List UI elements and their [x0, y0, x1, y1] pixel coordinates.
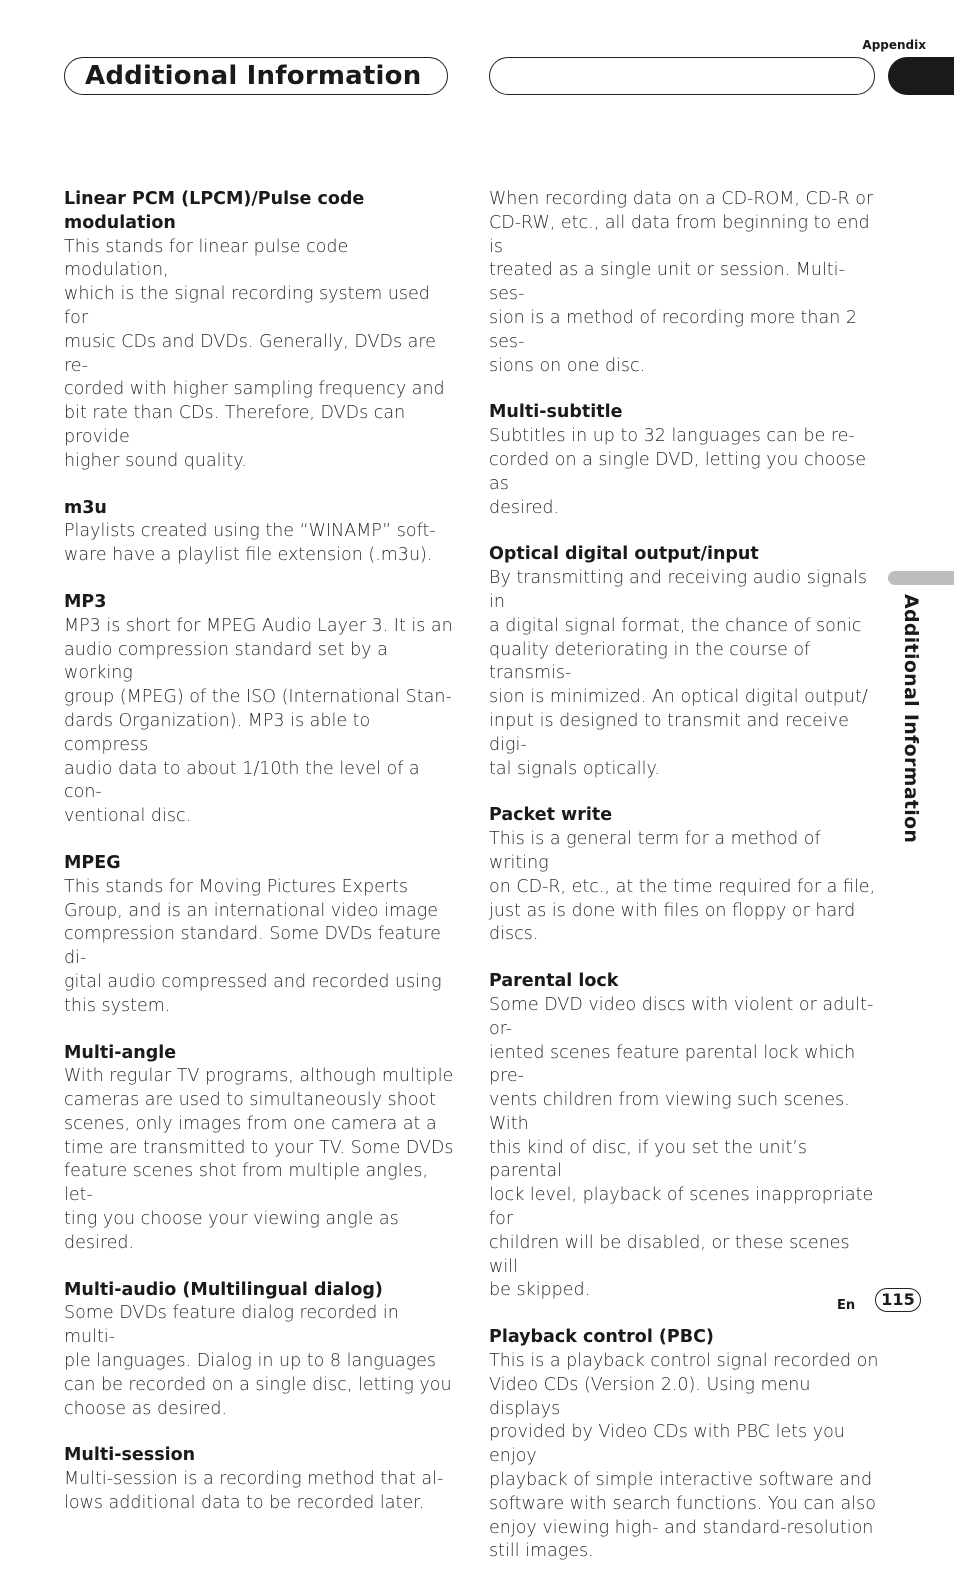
entry-term: Playback control (PBC)	[489, 1327, 714, 1348]
glossary-entry	[489, 401, 879, 520]
entry-line: This stands for linear pulse code modulation,	[64, 236, 349, 281]
entry-line: sions on one disc.	[489, 355, 646, 376]
entry-line: audio compression standard set by a working	[64, 639, 388, 684]
entry-line: playback of simple interactive software and	[489, 1470, 873, 1491]
entry-line: ting you choose your viewing angle as desired.	[64, 1209, 399, 1253]
entry-line: group (MPEG) of the ISO (International Stan-	[64, 687, 452, 708]
appendix-label: Appendix	[862, 38, 926, 52]
entry-line: cameras are used to simultaneously shoot	[64, 1090, 437, 1111]
entry-term: Multi-audio (Multilingual dialog)	[64, 1279, 383, 1300]
entry-term: Linear PCM (LPCM)/Pulse code modulation	[64, 189, 365, 233]
entry-term: Parental lock	[489, 971, 619, 992]
entry-line: Video CDs (Version 2.0). Using menu displays	[489, 1374, 811, 1419]
header-black-tab	[888, 57, 954, 95]
glossary-entry-continued	[489, 188, 879, 378]
entry-line: bit rate than CDs. Therefore, DVDs can provide	[64, 403, 406, 447]
side-section-label: Additional Information	[900, 594, 922, 844]
entry-term: MP3	[64, 591, 107, 612]
page-number: 115	[875, 1288, 921, 1312]
entry-line: still images.	[489, 1541, 594, 1562]
entry-line: vents children from viewing such scenes. With	[489, 1090, 850, 1134]
entry-line: which is the signal recording system used for	[64, 284, 430, 328]
entry-line: children will be disabled, or these scenes will	[489, 1232, 850, 1277]
entry-line: audio data to about 1/10th the level of a con-	[64, 758, 420, 803]
glossary-entry	[489, 543, 879, 781]
entry-line: Group, and is an international video image	[64, 900, 439, 921]
entry-line: feature scenes shot from multiple angles, let-	[64, 1161, 429, 1206]
entry-term: Packet write	[489, 805, 613, 826]
entry-line: treated as a single unit or session. Multi-ses-	[489, 260, 845, 305]
entry-line: By transmitting and receiving audio signals in	[489, 568, 868, 612]
glossary-entry	[64, 497, 454, 568]
entry-line: be skipped.	[489, 1280, 591, 1301]
entry-line: iented scenes feature parental lock which pre-	[489, 1042, 856, 1087]
entry-line: Multi-session is a recording method that al-	[64, 1469, 444, 1490]
entry-line: With regular TV programs, although multiple	[64, 1066, 454, 1087]
entry-line: tal signals optically.	[489, 758, 660, 779]
entry-line: this kind of disc, if you set the unit’s parental	[489, 1137, 807, 1182]
entry-term: Multi-subtitle	[489, 402, 623, 423]
entry-term: m3u	[64, 497, 107, 518]
entry-line: corded on a single DVD, letting you choose as	[489, 449, 867, 494]
glossary-entry	[64, 1042, 454, 1256]
entry-line: scenes, only images from one camera at a	[64, 1113, 437, 1134]
right-column	[489, 188, 879, 1587]
entry-term: Multi-session	[64, 1445, 196, 1466]
entry-line: CD-RW, etc., all data from beginning to end is	[489, 212, 870, 257]
entry-line: This is a playback control signal recorded on	[489, 1351, 879, 1372]
entry-line: desired.	[489, 497, 560, 518]
glossary-entry	[64, 852, 454, 1019]
glossary-entry	[64, 188, 454, 474]
glossary-entry	[64, 591, 454, 829]
entry-line: just as is done with files on floppy or hard	[489, 900, 856, 921]
entry-line: sion is a method of recording more than 2 ses-	[489, 307, 858, 352]
glossary-entry	[489, 1326, 879, 1564]
entry-term: MPEG	[64, 852, 121, 873]
entry-line: can be recorded on a single disc, letting you	[64, 1374, 452, 1395]
section-title-box	[64, 57, 448, 95]
entry-line: higher sound quality.	[64, 450, 247, 471]
entry-line: quality deteriorating in the course of transmis-	[489, 639, 811, 684]
page-title: Additional Information	[85, 61, 422, 91]
glossary-entry	[489, 970, 879, 1303]
entry-line: software with search functions. You can also	[489, 1493, 876, 1514]
entry-line: gital audio compressed and recorded using	[64, 971, 442, 992]
entry-line: this system.	[64, 995, 171, 1016]
entry-line: ventional disc.	[64, 806, 192, 827]
entry-line: When recording data on a CD-ROM, CD-R or	[489, 189, 874, 209]
entry-line: ple languages. Dialog in up to 8 languages	[64, 1351, 436, 1372]
entry-line: compression standard. Some DVDs feature di-	[64, 924, 441, 969]
entry-line: Some DVDs feature dialog recorded in multi-	[64, 1303, 399, 1348]
entry-line: Some DVD video discs with violent or adult-or-	[489, 994, 874, 1039]
entry-line: lows additional data to be recorded later.	[64, 1493, 425, 1514]
entry-line: MP3 is short for MPEG Audio Layer 3. It is an	[64, 615, 453, 636]
entry-term: Multi-angle	[64, 1042, 177, 1063]
entry-line: dards Organization). MP3 is able to compress	[64, 710, 371, 755]
entry-line: input is designed to transmit and receive digi-	[489, 710, 849, 755]
glossary-entry	[64, 1444, 454, 1515]
entry-line: Playlists created using the “WINAMP” soft-	[64, 521, 436, 542]
entry-line: choose as desired.	[64, 1398, 228, 1419]
entry-term: Optical digital output/input	[489, 544, 759, 565]
entry-line: This is a general term for a method of writing	[489, 829, 821, 873]
glossary-entry	[64, 1279, 454, 1422]
entry-line: This stands for Moving Pictures Experts	[64, 876, 409, 897]
entry-line: Subtitles in up to 32 languages can be re-	[489, 426, 855, 447]
entry-line: sion is minimized. An optical digital output/	[489, 687, 868, 708]
entry-line: corded with higher sampling frequency and	[64, 379, 445, 400]
entry-line: provided by Video CDs with PBC lets you enjoy	[489, 1422, 845, 1467]
left-column	[64, 188, 454, 1539]
entry-line: ware have a playlist file extension (.m3u).	[64, 545, 433, 566]
side-gray-tab	[888, 571, 954, 585]
entry-line: discs.	[489, 924, 539, 945]
entry-line: time are transmitted to your TV. Some DVDs	[64, 1137, 454, 1158]
entry-line: music CDs and DVDs. Generally, DVDs are re-	[64, 331, 436, 376]
entry-line: lock level, playback of scenes inappropriate for	[489, 1185, 874, 1230]
language-label: En	[837, 1298, 856, 1313]
glossary-entry	[489, 804, 879, 947]
entry-line: a digital signal format, the chance of sonic	[489, 615, 862, 636]
entry-line: enjoy viewing high- and standard-resolution	[489, 1517, 874, 1538]
header-empty-box	[489, 57, 875, 95]
entry-line: on CD-R, etc., at the time required for a file,	[489, 876, 876, 897]
